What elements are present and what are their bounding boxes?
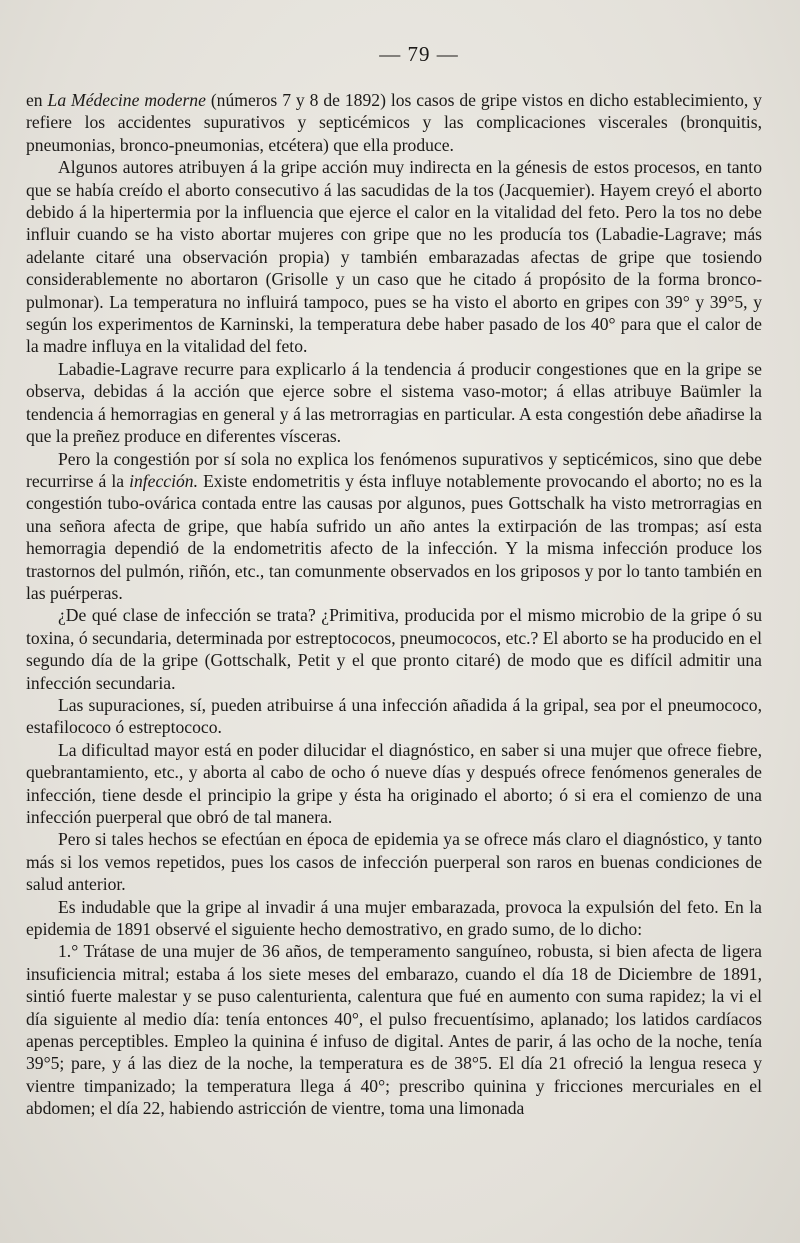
paragraph xyxy=(26,156,762,358)
text-run: La dificultad mayor está en poder dilucidar el diagnóstico, en saber si una mujer que ofrece fiebre, quebrantamiento, etc., y aborta al cabo de ocho ó nueve días y después ofrece fenómenos generales de infección, tiene desde el principio la gripe y ésta ha originado el aborto; ó si era el comienzo de una infección puerperal que obró de tal manera. xyxy=(26,739,762,827)
text-run: Algunos autores atribuyen á la gripe acción muy indirecta en la génesis de estos procesos, en tanto que se había creído el aborto consecutivo á las sacudidas de la tos (Jacquemier). Hayem creyó el aborto debido á la hipertermia por la influencia que ejerce el calor en la vitalidad del feto. Pero la tos no debe influir cuando se ha visto abortar mujeres con gripe que no les producía tos (Labadie-Lagrave; más adelante citaré una observación propia) y también embarazadas afectas de gripe que tosiendo considerablemente no abortaron (Grisolle y un caso que he citado á propósito de la forma bronco-pulmonar). La temperatura no influirá tampoco, pues se ha visto el aborto en gripes con 39° y 39°5, y según los experimentos de Karninski, la temperatura debe haber pasado de los 40° para que el calor de la madre influya en la vitalidad del feto. xyxy=(26,157,762,357)
paragraph xyxy=(26,89,762,156)
paragraph xyxy=(26,739,762,829)
paragraph xyxy=(26,828,762,895)
page-number: — 79 — xyxy=(379,42,459,66)
text-run: Es indudable que la gripe al invadir á una mujer embarazada, provoca la expulsión del feto. En la epidemia de 1891 observé el siguiente hecho demostrativo, en grado sumo, de lo dicho: xyxy=(26,896,762,940)
paragraph xyxy=(26,694,762,739)
text-run: Labadie-Lagrave recurre para explicarlo á la tendencia á producir congestiones que en la gripe se observa, debidas á la acción que ejerce sobre el sistema vaso-motor; á ellas atribuye Baümler la tendencia á hemorragias en general y á las metrorragias en particular. A esta congestión debe añadirse la que la preñez produce en diferentes vísceras. xyxy=(26,358,762,447)
text-run: ¿De qué clase de infección se trata? ¿Primitiva, producida por el mismo microbio de la gripe ó su toxina, ó secundaria, determinada por estreptococos, pneumococos, etc.? El aborto se ha producido en el segundo día de la gripe (Gottschalk, Petit y el que pronto citaré) de modo que es difícil admitir una infección secundaria. xyxy=(26,605,762,693)
text-run: 1.° Trátase de una mujer de 36 años, de temperamento sanguíneo, robusta, si bien afecta de ligera insuficiencia mitral; estaba á los siete meses del embarazo, cuando el día 18 de Diciembre de 1891, sintió fuerte malestar y se puso calenturienta, calentura que fué en aumento con suma rapidez; la vi el día siguiente al medio día: tenía entonces 40°, el pulso frecuentísimo, aplanado; los latidos cardíacos apenas perceptibles. Empleo la quinina é infuso de digital. Antes de parir, á las ocho de la noche, tenía 39°5; pare, y á las diez de la noche, la temperatura es de 38°5. El día 21 ofreció la lengua reseca y vientre timpanizado; la temperatura llega á 40°; prescribo quinina y fricciones mercuriales en el abdomen; el día 22, habiendo astricción de vientre, toma una limonada xyxy=(26,941,762,1119)
text-run: Las supuraciones, sí, pueden atribuirse á una infección añadida á la gripal, sea por el pneumococo, estafilococo ó estreptococo. xyxy=(26,694,762,738)
text-run: (números 7 y 8 de 1892) los casos de gripe vistos en dicho establecimiento, y refiere los accidentes supurativos y septicémicos y las complicaciones viscerales (bronquitis, pneumonias, bronco-pneumonias, etcétera) que ella produce. xyxy=(26,90,762,155)
body-text xyxy=(26,89,762,1120)
text-run: Pero si tales hechos se efectúan en época de epidemia ya se ofrece más claro el diagnóstico, y tanto más si los vemos repetidos, pues los casos de infección puerperal son raros en buenas condiciones de salud anterior. xyxy=(26,829,762,895)
text-run: en xyxy=(26,90,48,110)
paragraph xyxy=(26,940,762,1119)
italic-text-run: infección. xyxy=(129,470,198,491)
text-run: Pero la congestión por sí sola no explica los fenómenos supurativos y septicémicos, sino que debe recurrirse á la xyxy=(26,448,762,491)
italic-text-run: La Médecine moderne xyxy=(47,90,206,110)
paragraph xyxy=(26,896,762,941)
paragraph xyxy=(26,448,762,605)
paragraph xyxy=(26,604,762,694)
paragraph xyxy=(26,358,762,448)
text-run: Existe endometritis y ésta influye notablemente provocando el aborto; no es la congestión tubo-ovárica contada entre las causas por algunos, pues Gottschalk ha visto metrorragias en una señora afecta de gripe, que había sufrido un año antes la extirpación de las trompas; así esta hemorragia dependió de la endometritis afecto de la infección. Y la misma infección produce los trastornos del pulmón, riñón, etc., tan comunmente observados en los griposos y por lo tanto también en las puérperas. xyxy=(26,470,762,603)
